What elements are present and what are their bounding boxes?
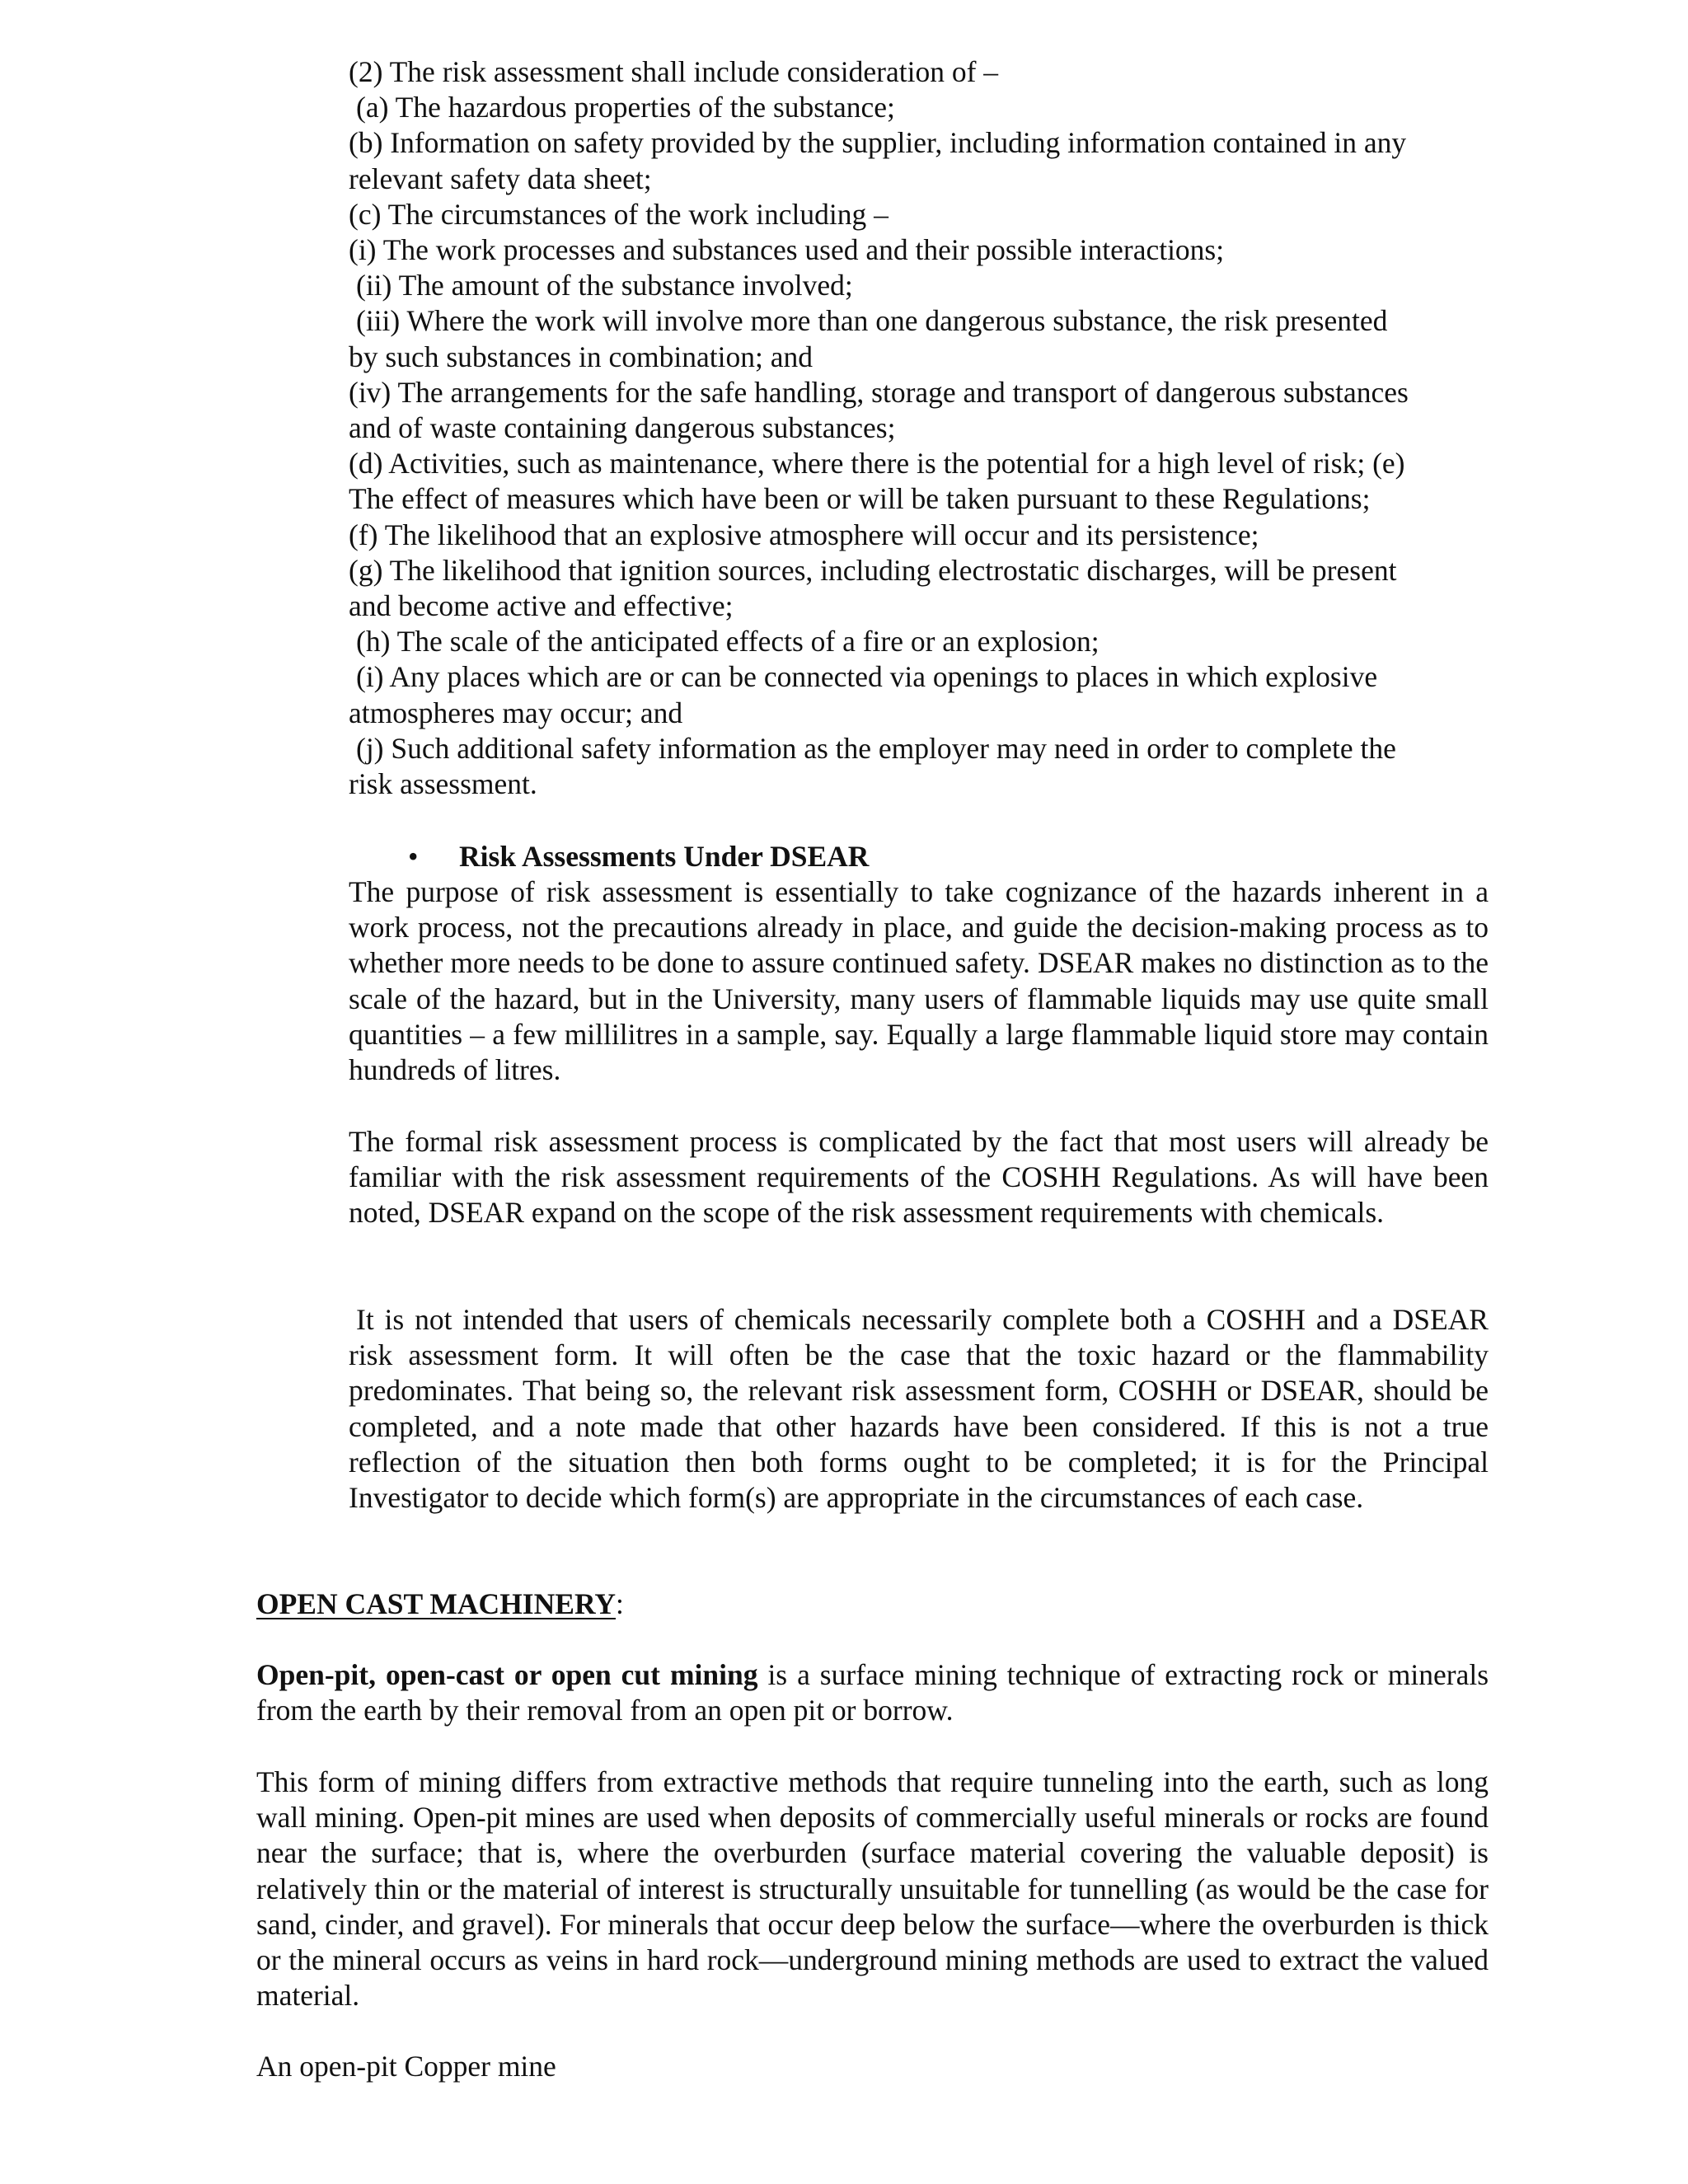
open-cast-paragraph-2: This form of mining differs from extractive methods that require tunneling into the earth, such as long wall mining. Open-pit mines are used when deposits of commercially useful minerals or rocks are found near the surface; that is, where the overburden (surface material covering the valuable deposit) is relatively thin or the material of interest is structurally unsuitable for tunnelling (as would be the case for sand, cinder, and gravel). For minerals that occur deep below the surface—where the overburden is thick or the mineral occurs as veins in hard rock—underground mining methods are used to extract the valued material.: [256, 1765, 1489, 2013]
list-line: (a) The hazardous properties of the substance;: [356, 91, 895, 124]
list-line: (c) The circumstances of the work including –: [349, 197, 889, 231]
list-line: (iii) Where the work will involve more than one dangerous substance, the risk presented: [356, 304, 1388, 338]
list-line: The effect of measures which have been or will be taken pursuant to these Regulations;: [349, 482, 1371, 516]
dsear-heading: [408, 839, 869, 874]
list-line: (d) Activities, such as maintenance, where there is the potential for a high level of risk; (e): [349, 447, 1405, 480]
heading-colon: :: [615, 1587, 624, 1620]
bullet-icon: •: [408, 840, 419, 873]
dsear-paragraph-2: The formal risk assessment process is complicated by the fact that most users will already be familiar with the risk assessment requirements of the COSHH Regulations. As will have been noted, DSEAR expand on the scope of the risk assessment requirements with chemicals.: [349, 1125, 1489, 1230]
list-line: (i) The work processes and substances used and their possible interactions;: [349, 233, 1225, 267]
list-line: (iv) The arrangements for the safe handling, storage and transport of dangerous substances: [349, 375, 1409, 409]
dsear-heading-text: Risk Assessments Under DSEAR: [459, 840, 870, 873]
list-line: by such substances in combination; and: [349, 340, 813, 373]
list-line: (b) Information on safety provided by the supplier, including information contained in any: [349, 126, 1407, 160]
list-line: (j) Such additional safety information as the employer may need in order to complete the: [356, 731, 1396, 765]
list-line: (f) The likelihood that an explosive atmosphere will occur and its persistence;: [349, 518, 1259, 551]
list-line: and become active and effective;: [349, 589, 734, 623]
list-line: (h) The scale of the anticipated effects of a fire or an explosion;: [356, 625, 1100, 658]
open-cast-heading-text: OPEN CAST MACHINERY: [256, 1587, 616, 1620]
list-line: (ii) The amount of the substance involved;: [356, 269, 853, 302]
list-line: (i) Any places which are or can be connected via openings to places in which explosive: [356, 660, 1378, 694]
open-cast-paragraph-1: [256, 1657, 1489, 1728]
dsear-paragraph-1: The purpose of risk assessment is essentially to take cognizance of the hazards inherent in a work process, not the precautions already in place, and guide the decision-making process as to whether more needs to be done to assure continued safety. DSEAR makes no distinction as to the scale of the hazard, but in the University, many users of flammable liquids may use quite small quantities – a few millilitres in a sample, say. Equally a large flammable liquid store may contain hundreds of litres.: [349, 875, 1489, 1087]
list-line: risk assessment.: [349, 767, 537, 801]
dsear-paragraph-3: It is not intended that users of chemicals necessarily complete both a COSHH and a DSEAR risk assessment form. It will often be the case that the toxic hazard or the flammability predominates. That being so, the relevant risk assessment form, COSHH or DSEAR, should be completed, and a note made that other hazards have been considered. If this is not a true reflection of the situation then both forms ought to be completed; it is for the Principal Investigator to decide which form(s) are appropriate in the circumstances of each case.: [349, 1303, 1489, 1515]
open-pit-term: Open-pit, open-cast or open cut mining: [256, 1658, 758, 1691]
open-pit-definition: is a surface mining technique of extracting rock or minerals from the earth by their removal from an open pit or borrow.: [256, 1658, 1489, 1727]
image-caption: An open-pit Copper mine: [256, 2050, 556, 2083]
list-line: and of waste containing dangerous substances;: [349, 411, 896, 445]
regulation-list: [349, 54, 1503, 802]
list-line: relevant safety data sheet;: [349, 162, 652, 195]
open-cast-heading: [256, 1586, 624, 1622]
list-line: (g) The likelihood that ignition sources, including electrostatic discharges, will be present: [349, 553, 1397, 587]
list-line: atmospheres may occur; and: [349, 696, 683, 729]
list-line: (2) The risk assessment shall include consideration of –: [349, 55, 999, 88]
